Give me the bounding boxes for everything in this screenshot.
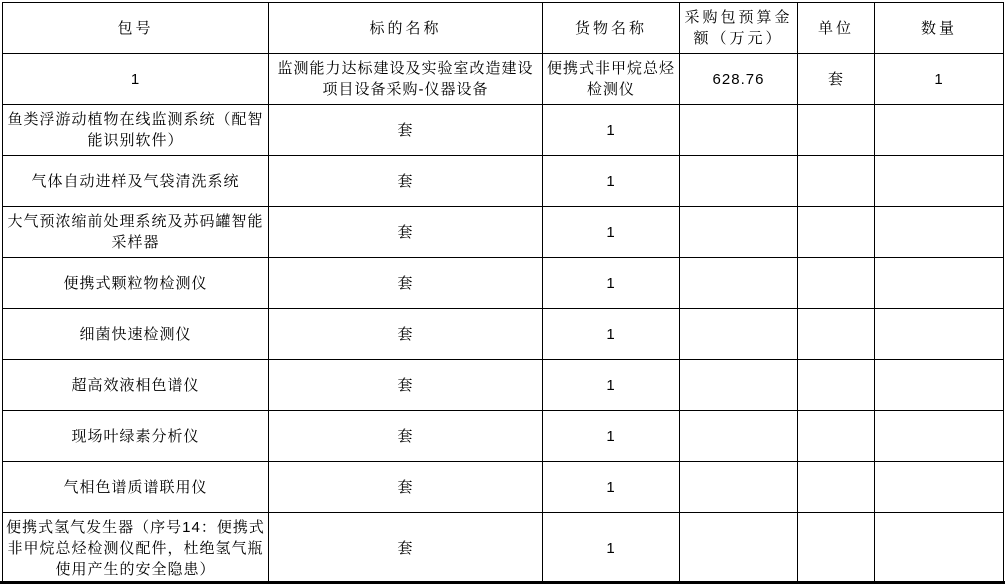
table-cell (680, 105, 798, 156)
table-cell (875, 105, 1004, 156)
table-cell: 套 (798, 54, 875, 105)
table-cell (680, 156, 798, 207)
table-cell: 气相色谱质谱联用仪 (3, 462, 269, 513)
table-cell: 1 (3, 54, 269, 105)
table-header-row (3, 3, 1004, 54)
table-cell (680, 309, 798, 360)
table-cell (875, 360, 1004, 411)
table-cell: 套 (269, 513, 543, 584)
table-cell: 1 (543, 309, 680, 360)
column-header-budget-amount: 采购包预算金额（万元） (680, 3, 798, 54)
table-cell: 细菌快速检测仪 (3, 309, 269, 360)
table-row (3, 360, 1004, 411)
table-cell: 便携式非甲烷总烃检测仪 (543, 54, 680, 105)
table-cell: 套 (269, 258, 543, 309)
table-cell: 套 (269, 105, 543, 156)
table-row (3, 207, 1004, 258)
table-cell (798, 462, 875, 513)
table-cell (680, 360, 798, 411)
table-cell (875, 309, 1004, 360)
table-cell (798, 258, 875, 309)
table-cell: 气体自动进样及气袋清洗系统 (3, 156, 269, 207)
table-cell: 监测能力达标建设及实验室改造建设项目设备采购-仪器设备 (269, 54, 543, 105)
table-cell (680, 513, 798, 584)
table-cell: 套 (269, 309, 543, 360)
table-cell: 套 (269, 207, 543, 258)
table-cell (875, 513, 1004, 584)
table-cell (798, 360, 875, 411)
table-cell: 628.76 (680, 54, 798, 105)
table-cell (798, 207, 875, 258)
table-cell (798, 309, 875, 360)
table-row (3, 156, 1004, 207)
table-cell (798, 156, 875, 207)
table-cell: 1 (543, 207, 680, 258)
table-cell: 便携式颗粒物检测仪 (3, 258, 269, 309)
procurement-package-table (2, 2, 1004, 584)
column-header-goods-name: 货物名称 (543, 3, 680, 54)
table-cell: 1 (543, 513, 680, 584)
table-cell: 1 (543, 105, 680, 156)
column-header-package-number: 包号 (3, 3, 269, 54)
table-cell: 鱼类浮游动植物在线监测系统（配智能识别软件） (3, 105, 269, 156)
table-row (3, 105, 1004, 156)
table-row (3, 258, 1004, 309)
table-cell (798, 105, 875, 156)
table-cell (875, 462, 1004, 513)
table-cell: 1 (543, 411, 680, 462)
table-cell (875, 207, 1004, 258)
table-row (3, 462, 1004, 513)
table-cell (680, 411, 798, 462)
table-cell: 现场叶绿素分析仪 (3, 411, 269, 462)
table-cell: 大气预浓缩前处理系统及苏码罐智能采样器 (3, 207, 269, 258)
table-cell: 1 (543, 462, 680, 513)
table-cell: 套 (269, 462, 543, 513)
table-cell: 1 (543, 258, 680, 309)
table-cell: 1 (543, 156, 680, 207)
table-cell: 1 (543, 360, 680, 411)
table-cell (798, 411, 875, 462)
table-cell (680, 258, 798, 309)
table-row (3, 513, 1004, 584)
table-row (3, 54, 1004, 105)
table-cell (798, 513, 875, 584)
table-cell (875, 156, 1004, 207)
column-header-unit: 单位 (798, 3, 875, 54)
column-header-quantity: 数量 (875, 3, 1004, 54)
table-cell: 超高效液相色谱仪 (3, 360, 269, 411)
table-cell (680, 207, 798, 258)
column-header-subject-name: 标的名称 (269, 3, 543, 54)
table-row (3, 411, 1004, 462)
table-cell (875, 411, 1004, 462)
table-cell: 套 (269, 156, 543, 207)
table-cell (680, 462, 798, 513)
table-cell: 1 (875, 54, 1004, 105)
table-cell: 套 (269, 411, 543, 462)
table-row (3, 309, 1004, 360)
table-cell: 便携式氢气发生器（序号14：便携式非甲烷总烃检测仪配件，杜绝氢气瓶使用产生的安全隐患） (3, 513, 269, 584)
table-cell: 套 (269, 360, 543, 411)
table-cell (875, 258, 1004, 309)
